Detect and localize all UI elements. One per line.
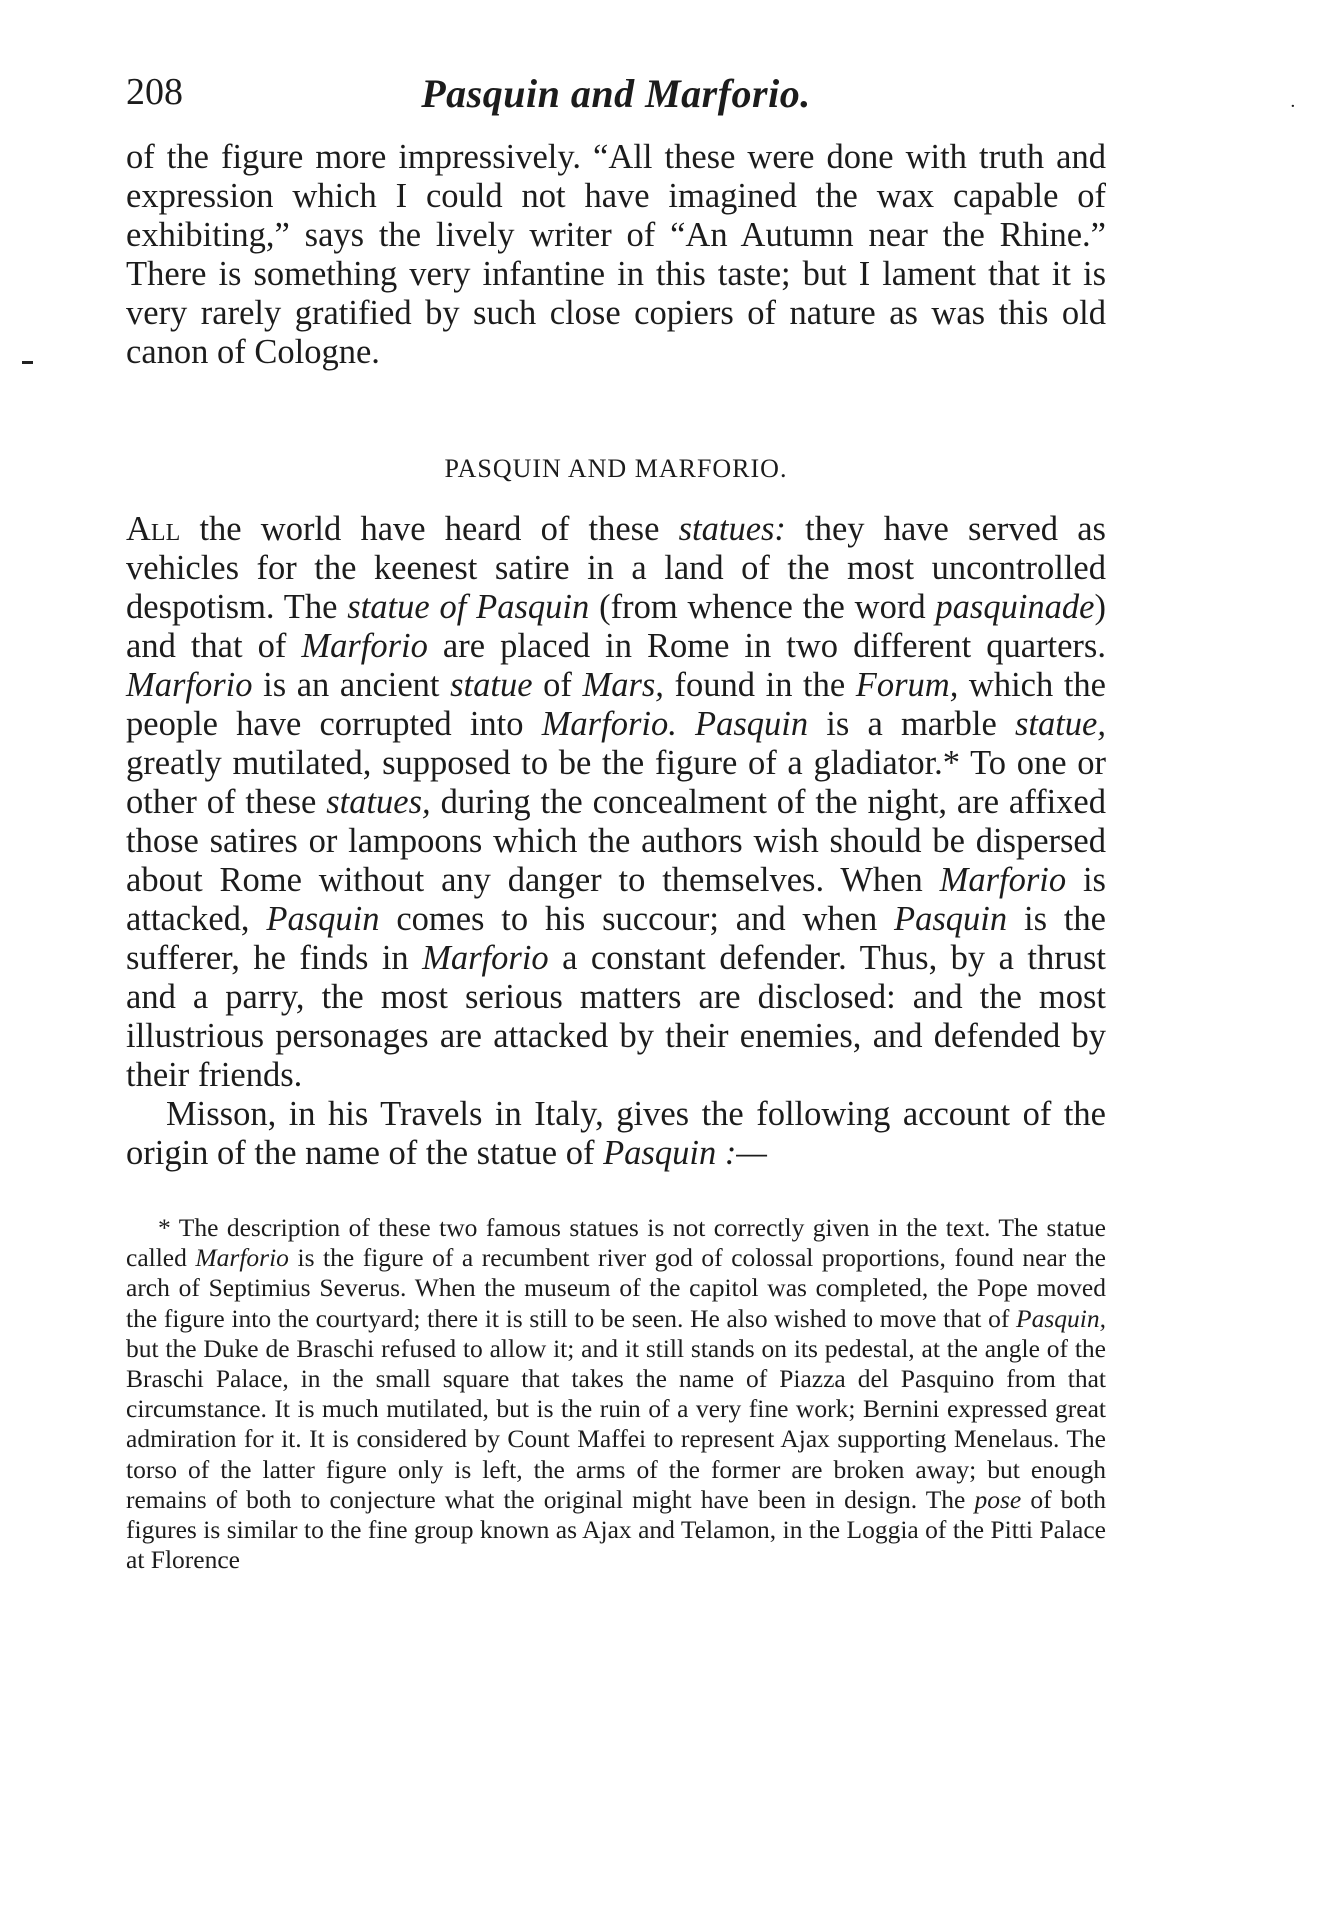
text-run: comes to his succour; and when: [379, 900, 895, 938]
stray-dot: ·: [1290, 96, 1296, 117]
italic-run: Marforio: [195, 1243, 289, 1273]
text-run: which the people have corrupted into: [126, 666, 1106, 743]
italic-run: Marforio: [301, 627, 428, 665]
text-run: is the figure of a recumbent river god of colossal proportions, found near the arch of Septimius Severus. When the museum of the capitol was completed, the Pope moved the figure into the courtyard; there it is still to be seen. He also wished to move that of: [126, 1243, 1106, 1333]
text-run: during the concealment of the night, are affixed those satires or lampoons which the authors wish should be dispersed about Rome without any danger to themselves. When: [126, 783, 1106, 899]
footnote: [126, 1213, 1106, 1575]
italic-run: Pasquin :—: [603, 1134, 767, 1172]
text-run: the world have heard of these: [180, 510, 679, 548]
italic-run: Marforio: [126, 666, 253, 704]
text-run: is an ancient: [252, 666, 451, 704]
text-run: of both figures is similar to the fine group known as Ajax and Telamon, in the Loggia of the Pitti Palace at Florence: [126, 1484, 1106, 1575]
text-run: but the Duke de Braschi refused to allow it; and it still stands on its pedestal, at the angle of the Braschi Palace, in the small square that takes the name of Piazza del Pasquino from that circumstance. It is much mutilated, but is the ruin of a very fine work; Bernini expressed great admiration for it. It is considered by Count Maffei to represent Ajax supporting Menelaus. The torso of the latter figure only is left, the arms of the former are broken away; but enough remains of both to conjecture what the original might have been in design. The: [126, 1333, 1106, 1514]
paragraph-1-body: [126, 510, 1106, 1094]
text-run: is a marble: [808, 705, 1015, 743]
italic-run: Forum,: [855, 666, 959, 704]
italic-run: statues,: [326, 783, 431, 821]
carryover-paragraph: of the figure more impressively. “All these were done with truth and expression which I could not have imagined the wax capable of exhibiting,” says the lively writer of “An Autumn near the Rhine.” There is something very infantine in this taste; but I lament that it is very rarely gratified by such close copiers of nature as was this old canon of Cologne.: [126, 138, 1106, 371]
text-run: a constant defender. Thus, by a thrust and a parry, the most serious matters are disclosed: and the most illustrious personages are attacked by their enemies, and defended by their friends.: [126, 939, 1106, 1094]
text-run: is the sufferer, he finds in: [126, 900, 1106, 977]
italic-run: statue of Pasquin: [347, 588, 590, 626]
paragraph-2: [126, 1095, 1106, 1173]
paragraph-1-lead: All: [126, 510, 181, 548]
text-run: (from whence the word: [589, 588, 936, 626]
book-page: [126, 70, 1106, 1601]
text-run: are placed in Rome in two different quarters.: [427, 627, 1106, 665]
paragraph-1: [126, 510, 1106, 1095]
italic-run: Pasquin,: [1016, 1303, 1106, 1333]
margin-mark: [22, 361, 33, 364]
running-title: Pasquin and Marforio.: [421, 71, 811, 116]
italic-run: Mars,: [582, 666, 664, 704]
italic-run: statues:: [678, 510, 786, 548]
text-run: is attacked,: [126, 861, 1106, 938]
text-run: of: [532, 666, 583, 704]
text-run: found in the: [663, 666, 856, 704]
italic-run: pose: [974, 1484, 1022, 1514]
text-run: * The description of these two famous statues is not correctly given in the text. The statue called: [126, 1213, 1106, 1273]
italic-run: Marforio: [422, 939, 549, 977]
italic-run: Pasquin: [894, 900, 1008, 938]
section-heading: PASQUIN AND MARFORIO.: [444, 454, 788, 483]
italic-run: pasquinade: [935, 588, 1095, 626]
text-run: greatly mutilated, supposed to be the figure of a gladiator.* To one or other of these: [126, 744, 1106, 821]
running-head: [126, 70, 1106, 130]
text-run: ) and that of: [126, 588, 1106, 665]
italic-run: Marforio: [939, 861, 1067, 899]
italic-run: statue: [450, 666, 533, 704]
text-run: they have served as vehicles for the keenest satire in a land of the most uncontrolled despotism. The: [126, 510, 1106, 626]
italic-run: Pasquin: [266, 900, 380, 938]
italic-run: Marforio. Pasquin: [541, 705, 809, 743]
italic-run: statue,: [1014, 705, 1106, 743]
text-run: Misson, in his Travels in Italy, gives the following account of the origin of the name of the statue of: [126, 1095, 1106, 1172]
page-number: 208: [126, 71, 183, 113]
